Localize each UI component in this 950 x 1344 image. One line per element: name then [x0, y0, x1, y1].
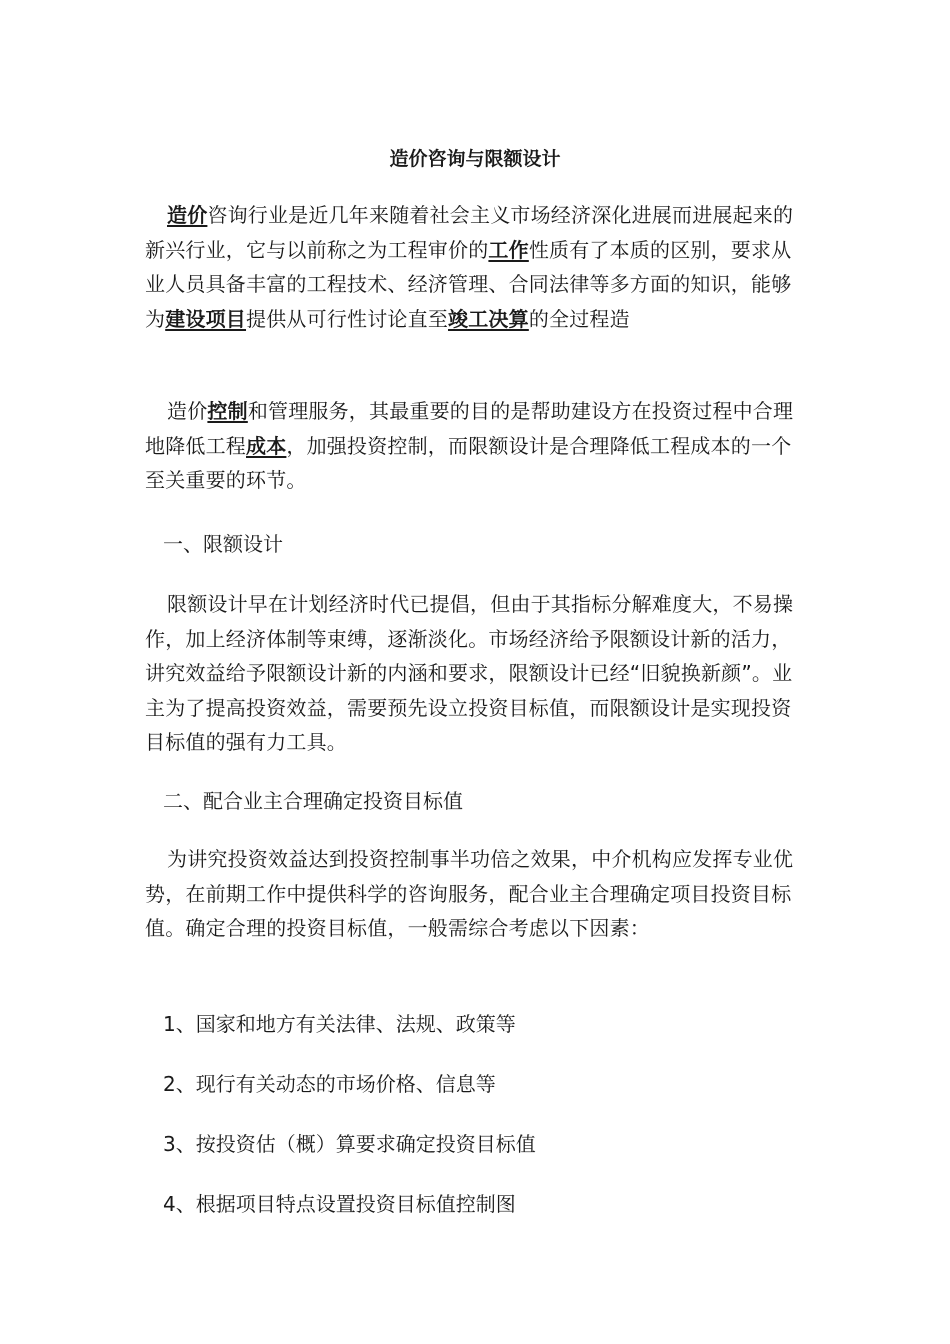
link-jianshe-xiangmu[interactable]: 建设项目 — [165, 306, 247, 331]
link-jungong-juesuan[interactable]: 竣工决算 — [448, 306, 529, 331]
paragraph-text: 的全过程造 — [528, 306, 630, 331]
list-item: 1、国家和地方有关法律、法规、政策等 — [163, 1012, 516, 1036]
paragraph-text: 造价 — [167, 399, 208, 423]
link-gongzuo[interactable]: 工作 — [488, 237, 529, 262]
list-item: 2、现行有关动态的市场价格、信息等 — [163, 1072, 496, 1096]
paragraph-cost-control — [145, 394, 805, 498]
list-item: 4、根据项目特点设置投资目标值控制图 — [163, 1192, 516, 1216]
link-kongzhi[interactable]: 控制 — [207, 399, 248, 423]
section-heading-2: 二、配合业主合理确定投资目标值 — [163, 789, 463, 813]
paragraph-text: 咨询行业是近几年来随着社会主义市场经济深化进展而进展起来的新兴行业，它与以前称之为工程审价的 — [145, 203, 794, 262]
paragraph-text: ，加强投资控制，而限额设计是合理降低工程成本的一个至关重要的环节。 — [145, 433, 792, 492]
link-chengben[interactable]: 成本 — [246, 433, 287, 458]
paragraph-intro — [145, 198, 805, 336]
paragraph-text: 和管理服务，其最重要的目的是帮助建设方在投资过程中合理地降低工程 — [145, 399, 794, 458]
paragraph-limit-design: 限额设计早在计划经济时代已提倡，但由于其指标分解难度大，不易操作，加上经济体制等束缚，逐渐淡化。市场经济给予限额设计新的活力，讲究效益给予限额设计新的内涵和要求，限额设计已经“旧貌换新颜”。业主为了提高投资效益，需要预先设立投资目标值，而限额设计是实现投资目标值的强有力工具。 — [145, 592, 794, 754]
link-zaojia[interactable]: 造价 — [167, 203, 208, 227]
list-item: 3、按投资估（概）算要求确定投资目标值 — [163, 1132, 536, 1156]
section-heading-1: 一、限额设计 — [163, 532, 283, 556]
paragraph-text: 提供从可行性讨论直至 — [246, 306, 449, 331]
document-title: 造价咨询与限额设计 — [389, 148, 561, 170]
paragraph-text: 性质有了本质的区别，要求从业人员具备丰富的工程技术、经济管理、合同法律等多方面的知识，能够为 — [145, 237, 792, 331]
paragraph-investment-target: 为讲究投资效益达到投资控制事半功倍之效果，中介机构应发挥专业优势，在前期工作中提供科学的咨询服务，配合业主合理确定项目投资目标值。确定合理的投资目标值，一般需综合考虑以下因素： — [145, 847, 794, 940]
